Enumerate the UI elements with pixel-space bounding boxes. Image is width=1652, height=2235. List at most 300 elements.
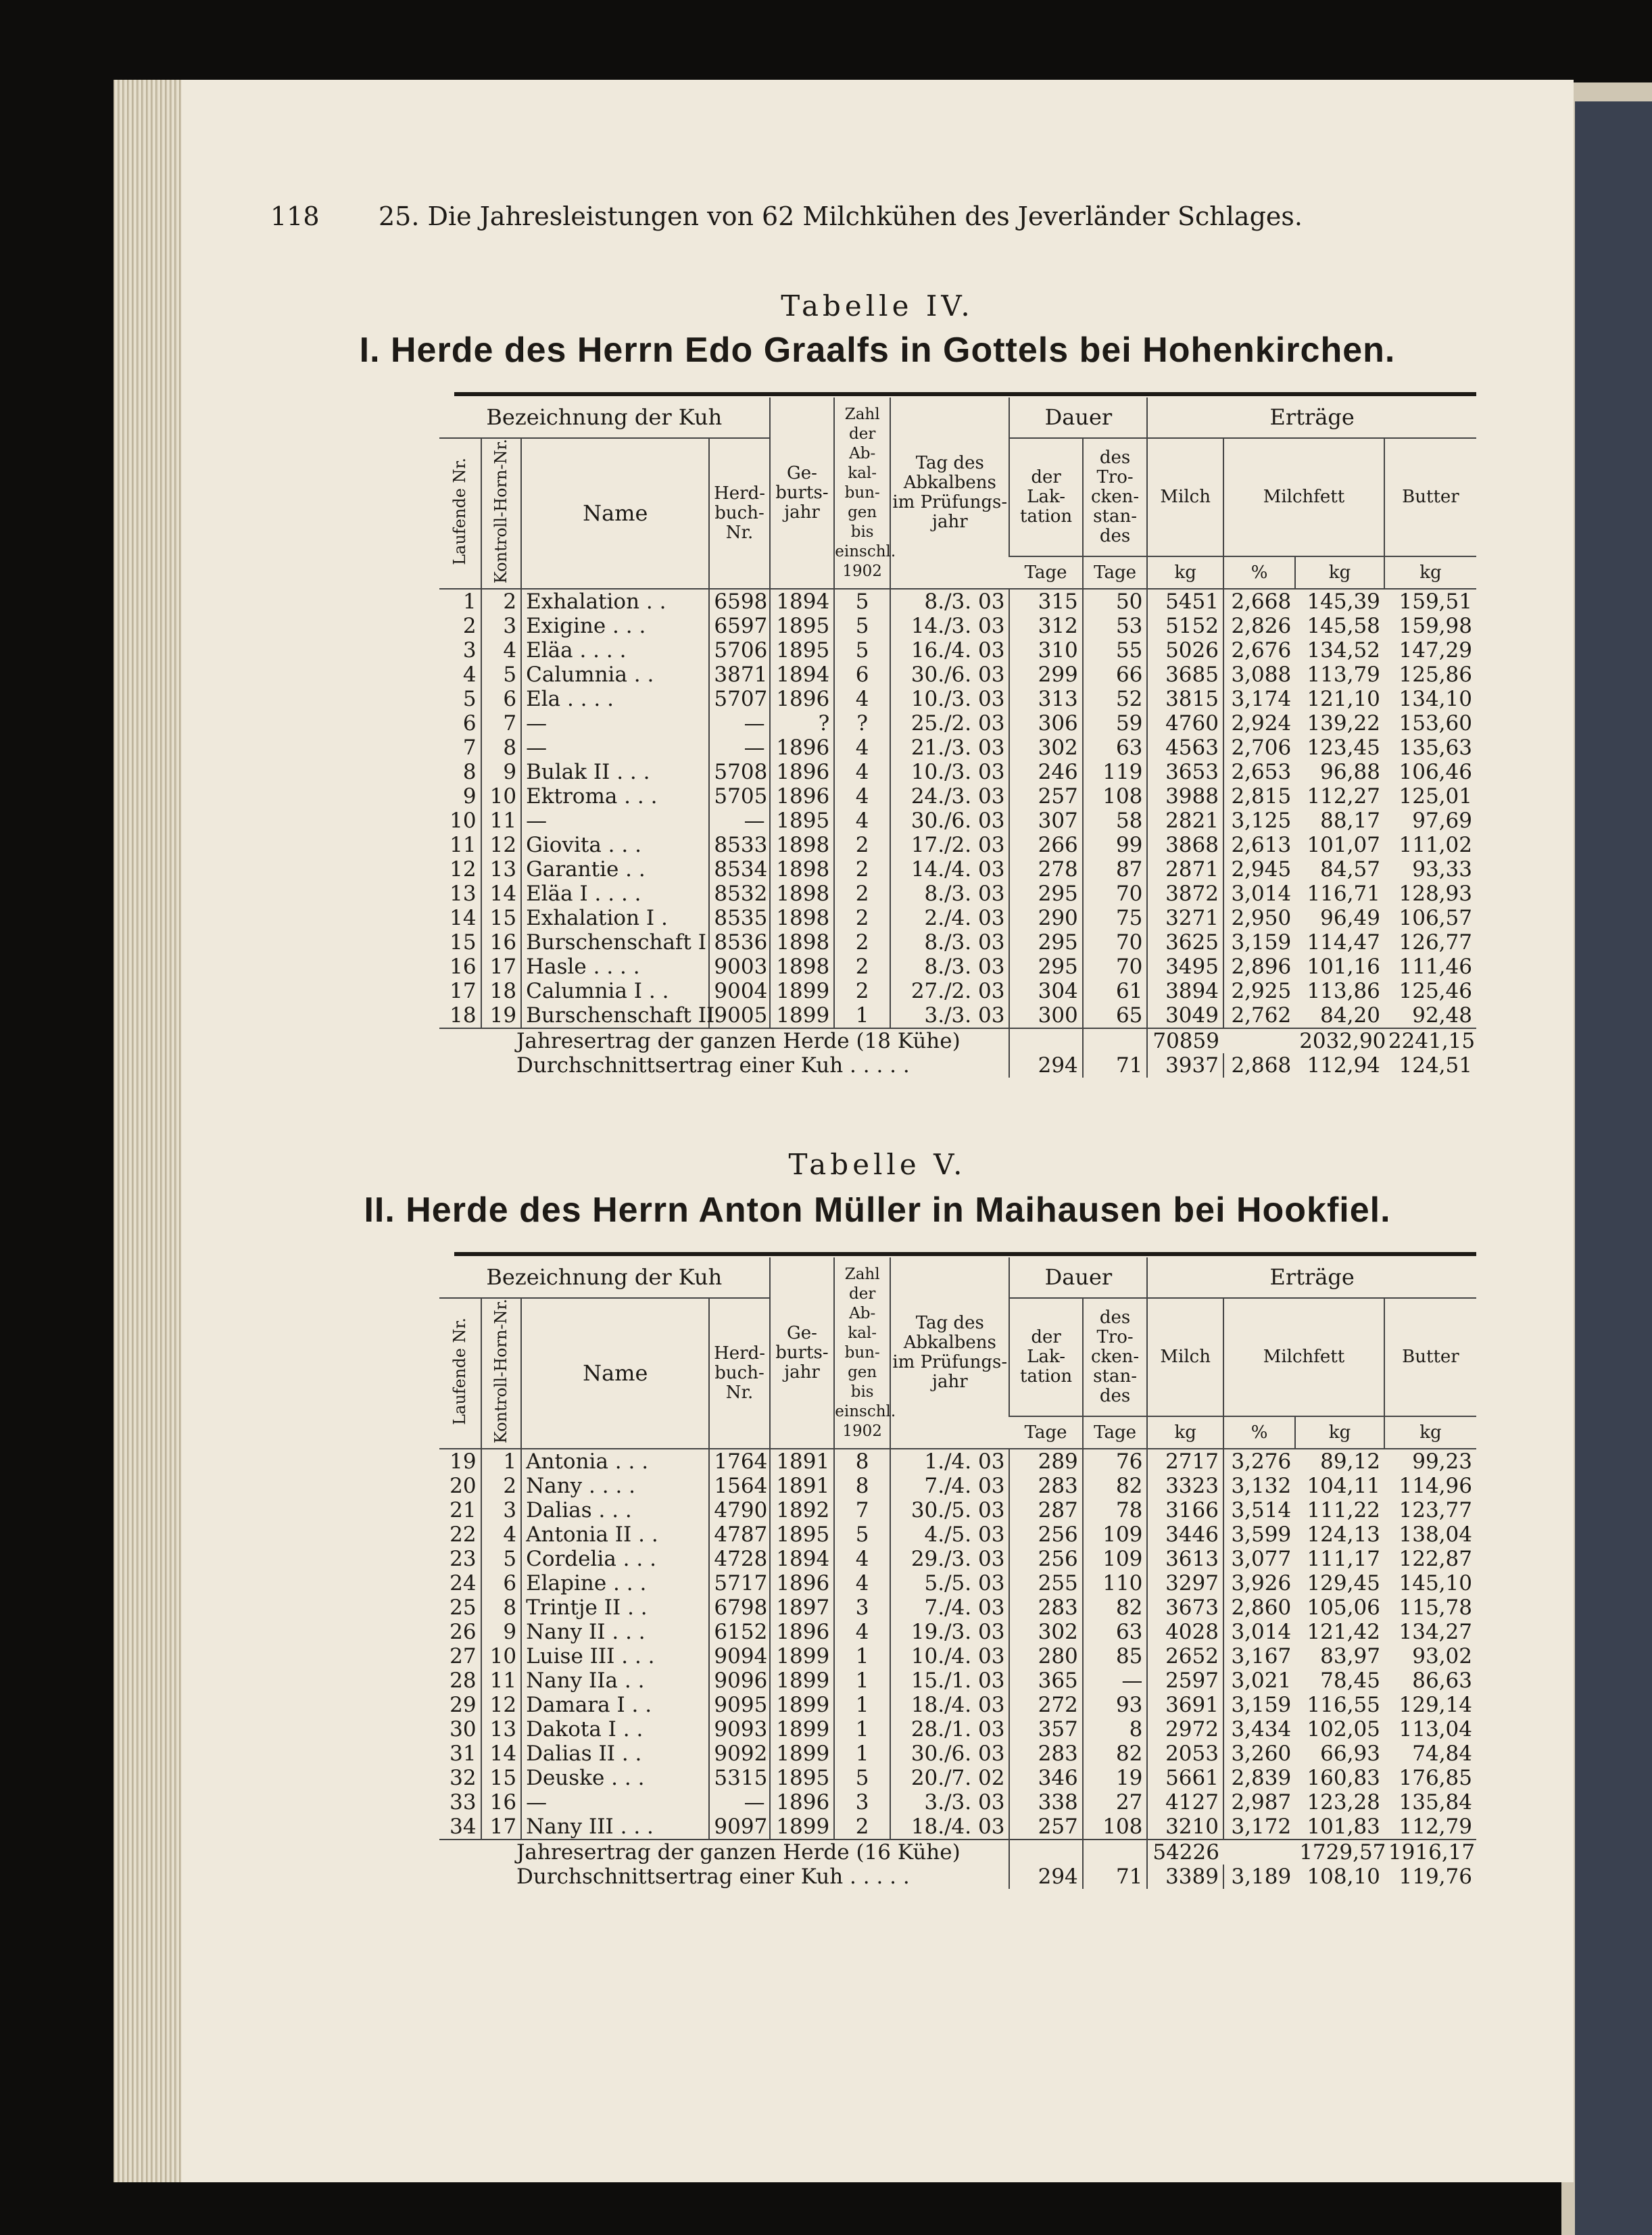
table-row xyxy=(439,1498,1476,1522)
table-row xyxy=(439,589,1476,614)
header-name: Name xyxy=(521,1298,709,1449)
cell-milch-kg: 2717 xyxy=(1147,1449,1223,1474)
unit-tage: Tage xyxy=(1083,556,1148,589)
cell-kontroll-nr: 6 xyxy=(481,1571,521,1595)
cell-laufende-nr: 34 xyxy=(450,1815,477,1840)
cell-geburtsjahr: 1898 xyxy=(770,906,835,930)
cell-laufende-nr: 13 xyxy=(450,882,477,907)
cell-milch-kg: 2652 xyxy=(1147,1644,1223,1668)
running-head-text: 25. Die Jahresleistungen von 62 Milchkühen des Jeverländer Schlages. xyxy=(379,201,1303,231)
cell-herdbuch-nr: 5717 xyxy=(709,1571,769,1595)
cell-butter-kg: 93,02 xyxy=(1412,1644,1472,1669)
table-row xyxy=(439,1595,1476,1620)
cell-trockenstand-tage: 65 xyxy=(1083,1003,1148,1028)
header-laktation: der Lak-tation xyxy=(1009,438,1082,556)
cell-kontroll-nr: 17 xyxy=(481,1815,521,1840)
cell-laktation-tage: 310 xyxy=(1009,638,1082,663)
cell-laktation-tage: 283 xyxy=(1009,1741,1082,1766)
cell-milchfett-prozent: 3,077 xyxy=(1223,1547,1295,1571)
table-v-heading: II. Herde des Herrn Anton Müller in Maihausen bei Hookfiel. xyxy=(364,1191,1391,1230)
cell-milch-kg: 2597 xyxy=(1147,1668,1223,1693)
cell-tag-des-abkalbens: 29./3. 03 xyxy=(890,1547,1009,1571)
avg-laktation: 294 xyxy=(1009,1865,1082,1889)
cell-trockenstand-tage: 109 xyxy=(1083,1547,1148,1571)
cell-milchfett-kg: 121,42 xyxy=(1307,1620,1380,1645)
cell-milchfett-kg: 145,58 xyxy=(1307,614,1380,639)
cell-milch-kg: 4127 xyxy=(1147,1790,1223,1815)
cell-geburtsjahr: 1899 xyxy=(770,1644,835,1668)
cell-milchfett-kg: 96,88 xyxy=(1320,760,1380,785)
cell-laktation-tage: 295 xyxy=(1009,882,1082,906)
cell-kontroll-nr: 14 xyxy=(481,1741,521,1766)
cell-name: Garantie . . xyxy=(521,857,709,882)
cell-laktation-tage: 283 xyxy=(1009,1474,1082,1498)
cell-geburtsjahr: 1899 xyxy=(770,1815,835,1840)
cell-kontroll-nr: 16 xyxy=(481,1790,521,1815)
cell-kontroll-nr: 7 xyxy=(481,711,521,736)
cell-laufende-nr: 18 xyxy=(450,1003,477,1028)
cell-laufende-nr: 16 xyxy=(450,955,477,980)
cell-name: Dakota I . . xyxy=(521,1717,709,1741)
cell-milch-kg: 3685 xyxy=(1147,663,1223,687)
cell-trockenstand-tage: 76 xyxy=(1083,1449,1148,1474)
cell-abkalbungen: 8 xyxy=(834,1474,890,1498)
cell-trockenstand-tage: — xyxy=(1083,1668,1148,1693)
cell-name: Dalias . . . xyxy=(521,1498,709,1522)
cell-tag-des-abkalbens: 15./1. 03 xyxy=(890,1668,1009,1693)
cell-laktation-tage: 266 xyxy=(1009,833,1082,857)
table-row xyxy=(439,857,1476,882)
cell-milch-kg: 5661 xyxy=(1147,1766,1223,1790)
unit-tage: Tage xyxy=(1083,1416,1148,1449)
cell-name: Ektroma . . . xyxy=(521,784,709,809)
table-row xyxy=(439,663,1476,687)
cell-kontroll-nr: 8 xyxy=(481,736,521,760)
cell-tag-des-abkalbens: 28./1. 03 xyxy=(890,1717,1009,1741)
cell-milchfett-kg: 66,93 xyxy=(1320,1741,1380,1767)
header-name: Name xyxy=(521,438,709,589)
table-v-top-rule xyxy=(454,1252,1476,1256)
header-laktation: der Lak-tation xyxy=(1009,1298,1082,1416)
cell-laktation-tage: 304 xyxy=(1009,979,1082,1003)
cell-geburtsjahr: 1892 xyxy=(770,1498,835,1522)
table-row xyxy=(439,979,1476,1003)
cell-kontroll-nr: 19 xyxy=(481,1003,521,1028)
cell-geburtsjahr: ? xyxy=(770,711,835,736)
cell-milchfett-prozent: 2,762 xyxy=(1223,1003,1295,1028)
cell-laktation-tage: 346 xyxy=(1009,1766,1082,1790)
cell-butter-kg: 106,46 xyxy=(1399,760,1472,785)
header-milch: Milch xyxy=(1147,1298,1223,1416)
cell-herdbuch-nr: 5705 xyxy=(709,784,769,809)
cell-milchfett-prozent: 2,706 xyxy=(1223,736,1295,760)
cell-butter-kg: 129,14 xyxy=(1399,1693,1472,1718)
cell-butter-kg: 135,63 xyxy=(1399,736,1472,761)
cell-kontroll-nr: 9 xyxy=(481,760,521,784)
cell-laufende-nr: 19 xyxy=(450,1449,477,1474)
cell-trockenstand-tage: 58 xyxy=(1083,809,1148,833)
cell-milchfett-prozent: 2,613 xyxy=(1223,833,1295,857)
cell-abkalbungen: 6 xyxy=(834,663,890,687)
header-dauer: Dauer xyxy=(1009,1257,1147,1298)
cell-geburtsjahr: 1894 xyxy=(770,1547,835,1571)
cell-milchfett-prozent: 2,668 xyxy=(1223,589,1295,614)
cell-milchfett-kg: 102,05 xyxy=(1307,1717,1380,1742)
cell-kontroll-nr: 4 xyxy=(481,638,521,663)
cell-trockenstand-tage: 82 xyxy=(1083,1474,1148,1498)
cell-geburtsjahr: 1895 xyxy=(770,614,835,638)
cell-abkalbungen: 5 xyxy=(834,589,890,614)
cell-abkalbungen: 2 xyxy=(834,979,890,1003)
table-row xyxy=(439,1741,1476,1766)
average-label: Durchschnittsertrag einer Kuh . . . . . xyxy=(516,1865,910,1890)
cell-abkalbungen: 4 xyxy=(834,1571,890,1595)
cell-geburtsjahr: 1891 xyxy=(770,1474,835,1498)
cell-milchfett-prozent: 2,945 xyxy=(1223,857,1295,882)
table-row xyxy=(439,736,1476,760)
cell-herdbuch-nr: 9003 xyxy=(709,955,769,979)
cell-geburtsjahr: 1894 xyxy=(770,663,835,687)
cell-milchfett-prozent: 2,815 xyxy=(1223,784,1295,809)
table-iv-body xyxy=(439,589,1476,1028)
table-iv xyxy=(439,398,1476,1078)
table-row xyxy=(439,1003,1476,1028)
cell-trockenstand-tage: 27 xyxy=(1083,1790,1148,1815)
cell-laufende-nr: 30 xyxy=(450,1717,477,1742)
unit-tage: Tage xyxy=(1009,1416,1082,1449)
total-milchfett: 1729,57 xyxy=(1299,1840,1386,1865)
cell-herdbuch-nr: 9092 xyxy=(709,1741,769,1766)
avg-fettprozent: 2,868 xyxy=(1223,1053,1295,1078)
cell-milchfett-kg: 101,16 xyxy=(1307,955,1380,980)
cell-kontroll-nr: 5 xyxy=(481,663,521,687)
cell-name: Elapine . . . xyxy=(521,1571,709,1595)
cell-milchfett-prozent: 3,159 xyxy=(1223,1693,1295,1717)
cell-abkalbungen: 4 xyxy=(834,809,890,833)
cell-milch-kg: 3653 xyxy=(1147,760,1223,784)
cell-name: Eläa . . . . xyxy=(521,638,709,663)
total-butter: 1916,17 xyxy=(1388,1840,1476,1865)
header-herdbuch: Herd-buch-Nr. xyxy=(709,1298,769,1449)
cell-geburtsjahr: 1894 xyxy=(770,589,835,614)
cell-milchfett-kg: 104,11 xyxy=(1307,1474,1380,1499)
cell-tag-des-abkalbens: 14./3. 03 xyxy=(890,614,1009,638)
cell-abkalbungen: 5 xyxy=(834,638,890,663)
cell-milchfett-kg: 89,12 xyxy=(1320,1449,1380,1474)
cell-laufende-nr: 6 xyxy=(462,711,477,736)
cell-kontroll-nr: 1 xyxy=(481,1449,521,1474)
cell-laktation-tage: 257 xyxy=(1009,784,1082,809)
cell-milch-kg: 3691 xyxy=(1147,1693,1223,1717)
cell-milchfett-kg: 111,17 xyxy=(1307,1547,1380,1572)
cell-abkalbungen: ? xyxy=(834,711,890,736)
cell-butter-kg: 114,96 xyxy=(1399,1474,1472,1499)
avg-butter: 124,51 xyxy=(1399,1053,1472,1078)
cell-milch-kg: 4760 xyxy=(1147,711,1223,736)
cell-tag-des-abkalbens: 10./3. 03 xyxy=(890,760,1009,784)
table-row xyxy=(439,1474,1476,1498)
avg-butter: 119,76 xyxy=(1399,1865,1472,1890)
cell-butter-kg: 106,57 xyxy=(1399,906,1472,931)
cell-laufende-nr: 2 xyxy=(462,614,477,639)
cell-geburtsjahr: 1895 xyxy=(770,809,835,833)
cell-trockenstand-tage: 109 xyxy=(1083,1522,1148,1547)
cell-butter-kg: 115,78 xyxy=(1399,1595,1472,1620)
cell-geburtsjahr: 1898 xyxy=(770,882,835,906)
table-row xyxy=(439,784,1476,809)
cell-milchfett-prozent: 3,174 xyxy=(1223,687,1295,711)
cell-abkalbungen: 5 xyxy=(834,1522,890,1547)
cell-laktation-tage: 306 xyxy=(1009,711,1082,736)
cell-trockenstand-tage: 82 xyxy=(1083,1595,1148,1620)
cell-tag-des-abkalbens: 19./3. 03 xyxy=(890,1620,1009,1644)
table-v-body xyxy=(439,1449,1476,1840)
header-bezeichnung: Bezeichnung der Kuh xyxy=(439,398,770,438)
table-row xyxy=(439,1815,1476,1840)
cell-herdbuch-nr: 6597 xyxy=(709,614,769,638)
cell-laufende-nr: 29 xyxy=(450,1693,477,1718)
cell-laktation-tage: 338 xyxy=(1009,1790,1082,1815)
cell-kontroll-nr: 2 xyxy=(481,1474,521,1498)
cell-geburtsjahr: 1899 xyxy=(770,1668,835,1693)
cell-kontroll-nr: 3 xyxy=(481,1498,521,1522)
cell-laktation-tage: 315 xyxy=(1009,589,1082,614)
cell-herdbuch-nr: 8533 xyxy=(709,833,769,857)
cell-herdbuch-nr: 9094 xyxy=(709,1644,769,1668)
cell-laktation-tage: 272 xyxy=(1009,1693,1082,1717)
cell-milchfett-kg: 111,22 xyxy=(1307,1498,1380,1523)
cell-name: Damara I . . xyxy=(521,1693,709,1717)
cell-geburtsjahr: 1899 xyxy=(770,1741,835,1766)
cell-name: Burschenschaft II xyxy=(521,1003,709,1028)
table-row xyxy=(439,711,1476,736)
cell-geburtsjahr: 1899 xyxy=(770,1003,835,1028)
cell-abkalbungen: 2 xyxy=(834,906,890,930)
cell-abkalbungen: 5 xyxy=(834,614,890,638)
cell-tag-des-abkalbens: 1./4. 03 xyxy=(890,1449,1009,1474)
cell-butter-kg: 97,69 xyxy=(1412,809,1472,834)
cell-milch-kg: 3210 xyxy=(1147,1815,1223,1840)
table-row xyxy=(439,809,1476,833)
cell-milch-kg: 3673 xyxy=(1147,1595,1223,1620)
cell-geburtsjahr: 1896 xyxy=(770,736,835,760)
table-row xyxy=(439,614,1476,638)
cell-tag-des-abkalbens: 8./3. 03 xyxy=(890,589,1009,614)
cell-milch-kg: 4563 xyxy=(1147,736,1223,760)
cell-laktation-tage: 256 xyxy=(1009,1547,1082,1571)
cell-milchfett-prozent: 3,172 xyxy=(1223,1815,1295,1840)
cell-milchfett-kg: 113,86 xyxy=(1307,979,1380,1004)
cell-milchfett-kg: 145,39 xyxy=(1307,590,1380,615)
total-milch: 54226 xyxy=(1147,1840,1223,1865)
cell-laufende-nr: 5 xyxy=(462,687,477,712)
header-tag-des-abkalbens: Tag des Abkalbens im Prüfungs-jahr xyxy=(890,398,1009,589)
cell-geburtsjahr: 1896 xyxy=(770,760,835,784)
cell-milch-kg: 3166 xyxy=(1147,1498,1223,1522)
cell-trockenstand-tage: 70 xyxy=(1083,930,1148,955)
cell-milch-kg: 3868 xyxy=(1147,833,1223,857)
cell-herdbuch-nr: 4728 xyxy=(709,1547,769,1571)
cell-butter-kg: 123,77 xyxy=(1399,1498,1472,1523)
cell-geburtsjahr: 1898 xyxy=(770,857,835,882)
cell-butter-kg: 113,04 xyxy=(1399,1717,1472,1742)
cell-butter-kg: 125,01 xyxy=(1399,784,1472,809)
cell-milchfett-kg: 123,45 xyxy=(1307,736,1380,761)
cell-kontroll-nr: 14 xyxy=(481,882,521,906)
cell-geburtsjahr: 1896 xyxy=(770,687,835,711)
cell-kontroll-nr: 9 xyxy=(481,1620,521,1644)
cell-abkalbungen: 1 xyxy=(834,1003,890,1028)
cell-laktation-tage: 295 xyxy=(1009,930,1082,955)
table-row xyxy=(439,1766,1476,1790)
header-trockenstand: des Tro-cken-stan-des xyxy=(1083,438,1148,556)
cell-tag-des-abkalbens: 30./5. 03 xyxy=(890,1498,1009,1522)
cell-milchfett-prozent: 3,514 xyxy=(1223,1498,1295,1522)
cell-trockenstand-tage: 50 xyxy=(1083,589,1148,614)
cell-abkalbungen: 4 xyxy=(834,784,890,809)
table-iv-summary xyxy=(439,1028,1476,1078)
avg-milchfett: 112,94 xyxy=(1307,1053,1380,1078)
header-herdbuch: Herd-buch-Nr. xyxy=(709,438,769,589)
cell-abkalbungen: 8 xyxy=(834,1449,890,1474)
cell-milchfett-prozent: 2,676 xyxy=(1223,638,1295,663)
cell-milchfett-kg: 112,27 xyxy=(1307,784,1380,809)
cell-tag-des-abkalbens: 10./4. 03 xyxy=(890,1644,1009,1668)
cell-tag-des-abkalbens: 8./3. 03 xyxy=(890,930,1009,955)
cell-butter-kg: 111,46 xyxy=(1399,955,1472,980)
cell-laktation-tage: 357 xyxy=(1009,1717,1082,1741)
cell-laufende-nr: 17 xyxy=(450,979,477,1004)
cell-milchfett-prozent: 2,896 xyxy=(1223,955,1295,979)
cell-butter-kg: 126,77 xyxy=(1399,930,1472,955)
cell-milchfett-kg: 84,57 xyxy=(1320,857,1380,882)
cell-laufende-nr: 23 xyxy=(450,1547,477,1572)
cell-laufende-nr: 1 xyxy=(462,590,477,615)
cell-geburtsjahr: 1899 xyxy=(770,979,835,1003)
cell-milchfett-kg: 116,55 xyxy=(1307,1693,1380,1718)
cell-name: Nany IIa . . xyxy=(521,1668,709,1693)
header-milchfett: Milchfett xyxy=(1223,1298,1384,1416)
cell-herdbuch-nr: 8535 xyxy=(709,906,769,930)
cell-kontroll-nr: 3 xyxy=(481,614,521,638)
cell-milch-kg: 5026 xyxy=(1147,638,1223,663)
cell-milchfett-kg: 160,83 xyxy=(1307,1766,1380,1791)
cell-milchfett-prozent: 3,434 xyxy=(1223,1717,1295,1741)
cell-milch-kg: 3988 xyxy=(1147,784,1223,809)
cell-trockenstand-tage: 70 xyxy=(1083,882,1148,906)
cell-abkalbungen: 4 xyxy=(834,687,890,711)
cell-abkalbungen: 4 xyxy=(834,736,890,760)
cell-kontroll-nr: 12 xyxy=(481,833,521,857)
cell-name: Bulak II . . . xyxy=(521,760,709,784)
cell-milchfett-prozent: 2,950 xyxy=(1223,906,1295,930)
cell-laufende-nr: 28 xyxy=(450,1668,477,1693)
cell-name: Exigine . . . xyxy=(521,614,709,638)
table-row xyxy=(439,1449,1476,1474)
cell-milchfett-kg: 105,06 xyxy=(1307,1595,1380,1620)
total-butter: 2241,15 xyxy=(1388,1029,1476,1054)
header-laufende-nr: Laufende Nr. xyxy=(450,1317,470,1425)
cell-butter-kg: 147,29 xyxy=(1399,638,1472,663)
cell-tag-des-abkalbens: 7./4. 03 xyxy=(890,1474,1009,1498)
cell-trockenstand-tage: 93 xyxy=(1083,1693,1148,1717)
cell-abkalbungen: 2 xyxy=(834,882,890,906)
cell-name: Cordelia . . . xyxy=(521,1547,709,1571)
cell-laufende-nr: 22 xyxy=(450,1522,477,1547)
header-tag-des-abkalbens: Tag des Abkalbens im Prüfungs-jahr xyxy=(890,1257,1009,1449)
unit-kg: kg xyxy=(1147,556,1223,589)
cell-kontroll-nr: 10 xyxy=(481,1644,521,1668)
background-cloth xyxy=(1575,101,1652,2235)
cell-herdbuch-nr: — xyxy=(709,809,769,833)
cell-abkalbungen: 2 xyxy=(834,955,890,979)
cell-butter-kg: 138,04 xyxy=(1399,1522,1472,1547)
cell-milchfett-prozent: 3,088 xyxy=(1223,663,1295,687)
unit-kg: kg xyxy=(1295,1416,1384,1449)
table-iv-label: Tabelle IV. xyxy=(781,289,974,322)
cell-herdbuch-nr: 6152 xyxy=(709,1620,769,1644)
cell-tag-des-abkalbens: 25./2. 03 xyxy=(890,711,1009,736)
cell-laufende-nr: 14 xyxy=(450,906,477,931)
header-ertraege: Erträge xyxy=(1147,398,1476,438)
avg-milch: 3389 xyxy=(1147,1865,1223,1889)
cell-geburtsjahr: 1898 xyxy=(770,833,835,857)
cell-herdbuch-nr: 6798 xyxy=(709,1595,769,1620)
unit-kg: kg xyxy=(1147,1416,1223,1449)
cell-geburtsjahr: 1896 xyxy=(770,1571,835,1595)
cell-abkalbungen: 2 xyxy=(834,930,890,955)
cell-milchfett-kg: 129,45 xyxy=(1307,1571,1380,1596)
cell-laufende-nr: 21 xyxy=(450,1498,477,1523)
cell-herdbuch-nr: — xyxy=(709,1790,769,1815)
cell-geburtsjahr: 1895 xyxy=(770,1766,835,1790)
cell-milch-kg: 3271 xyxy=(1147,906,1223,930)
cell-trockenstand-tage: 110 xyxy=(1083,1571,1148,1595)
cell-herdbuch-nr: 9096 xyxy=(709,1668,769,1693)
cell-milchfett-prozent: 3,167 xyxy=(1223,1644,1295,1668)
cell-butter-kg: 92,48 xyxy=(1412,1003,1472,1028)
unit-kg: kg xyxy=(1384,556,1476,589)
cell-kontroll-nr: 13 xyxy=(481,1717,521,1741)
cell-name: Deuske . . . xyxy=(521,1766,709,1790)
cell-milch-kg: 3625 xyxy=(1147,930,1223,955)
avg-fettprozent: 3,189 xyxy=(1223,1865,1295,1889)
cell-abkalbungen: 1 xyxy=(834,1668,890,1693)
cell-butter-kg: 93,33 xyxy=(1412,857,1472,882)
table-iv-top-rule xyxy=(454,392,1476,396)
cell-butter-kg: 112,79 xyxy=(1399,1815,1472,1840)
cell-milchfett-prozent: 3,599 xyxy=(1223,1522,1295,1547)
cell-milchfett-kg: 121,10 xyxy=(1307,687,1380,712)
cell-tag-des-abkalbens: 24./3. 03 xyxy=(890,784,1009,809)
cell-name: Exhalation . . xyxy=(521,589,709,614)
cell-laktation-tage: 365 xyxy=(1009,1668,1082,1693)
cell-kontroll-nr: 11 xyxy=(481,1668,521,1693)
cell-laktation-tage: 300 xyxy=(1009,1003,1082,1028)
cell-laufende-nr: 25 xyxy=(450,1595,477,1620)
cell-name: Ela . . . . xyxy=(521,687,709,711)
header-abkalbungen: Zahl der Ab-kal-bun-gen bis einschl. 1902 xyxy=(834,398,890,589)
table-row xyxy=(439,1571,1476,1595)
cell-milchfett-prozent: 3,125 xyxy=(1223,809,1295,833)
cell-milch-kg: 3613 xyxy=(1147,1547,1223,1571)
cell-herdbuch-nr: 4790 xyxy=(709,1498,769,1522)
cell-milchfett-prozent: 3,276 xyxy=(1223,1449,1295,1474)
cell-laktation-tage: 295 xyxy=(1009,955,1082,979)
table-row xyxy=(439,955,1476,979)
cell-abkalbungen: 2 xyxy=(834,833,890,857)
total-label: Jahresertrag der ganzen Herde (16 Kühe) xyxy=(516,1840,961,1865)
